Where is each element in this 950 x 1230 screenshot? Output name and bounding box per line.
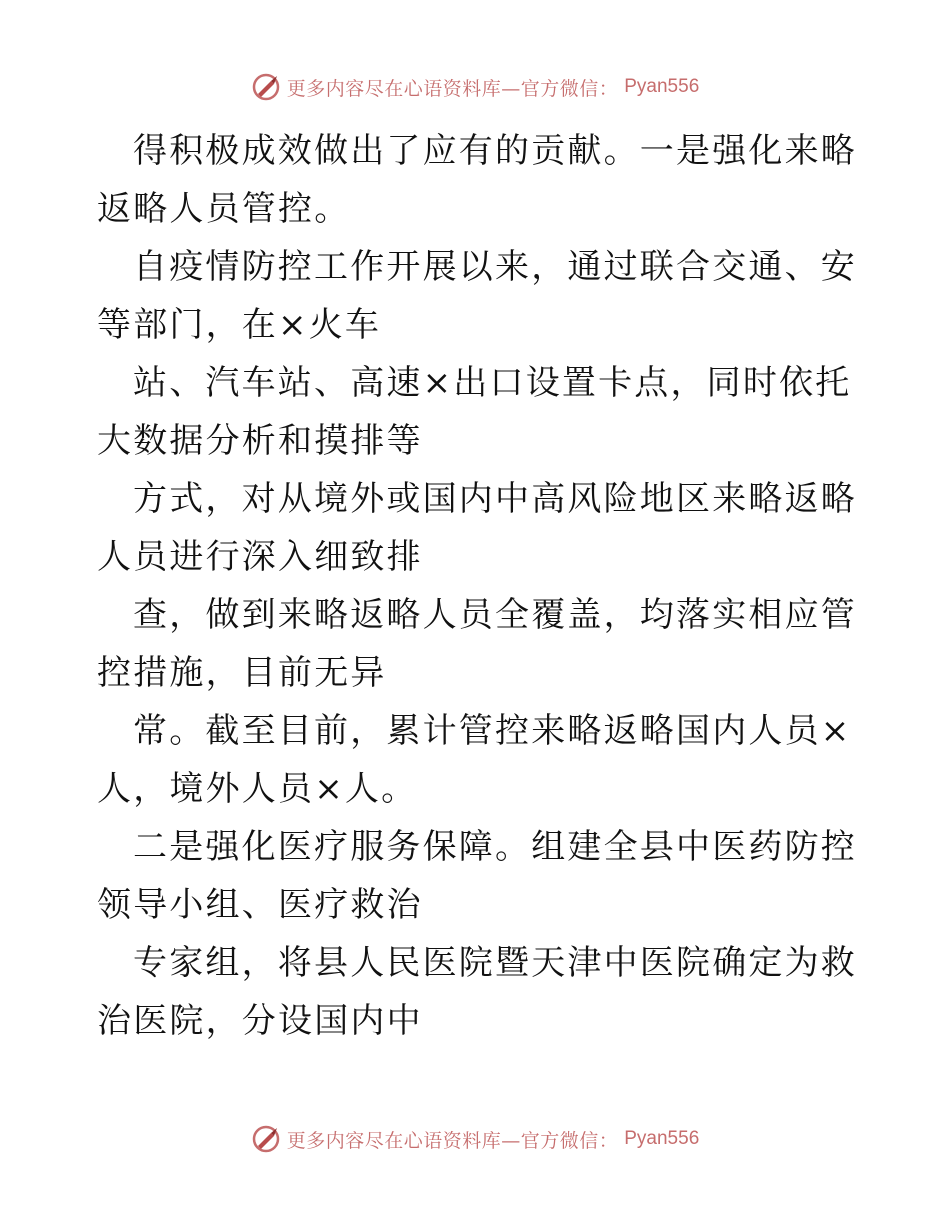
footer-watermark: [0, 1124, 950, 1154]
paragraph: 自疫情防控工作开展以来，通过联合交通、安等部门，在×火车: [97, 247, 857, 345]
document-body: [97, 122, 857, 1050]
quill-logo-icon: [251, 72, 281, 102]
watermark-text: 更多内容尽在心语资料库—官方微信：: [286, 77, 619, 100]
watermark-wechat-id: Pyan556: [624, 1128, 700, 1149]
paragraph: 二是强化医疗服务保障。组建全县中医药防控领导小组、医疗救治: [97, 827, 857, 925]
paragraph: 站、汽车站、高速×出口设置卡点，同时依托大数据分析和摸排等: [97, 363, 852, 461]
paragraph: 得积极成效做出了应有的贡献。一是强化来略返略人员管控。: [97, 131, 857, 229]
paragraph: 查，做到来略返略人员全覆盖，均落实相应管控措施，目前无异: [97, 595, 857, 693]
paragraph: 专家组，将县人民医院暨天津中医院确定为救治医院，分设国内中: [97, 943, 857, 1041]
paragraph: 常。截至目前，累计管控来略返略国内人员×人，境外人员×人。: [97, 711, 852, 809]
header-watermark: [0, 72, 950, 102]
paragraph: 方式，对从境外或国内中高风险地区来略返略人员进行深入细致排: [97, 479, 857, 577]
watermark-wechat-id: Pyan556: [624, 76, 700, 97]
quill-logo-icon: [251, 1124, 281, 1154]
watermark-text: 更多内容尽在心语资料库—官方微信：: [286, 1129, 619, 1152]
